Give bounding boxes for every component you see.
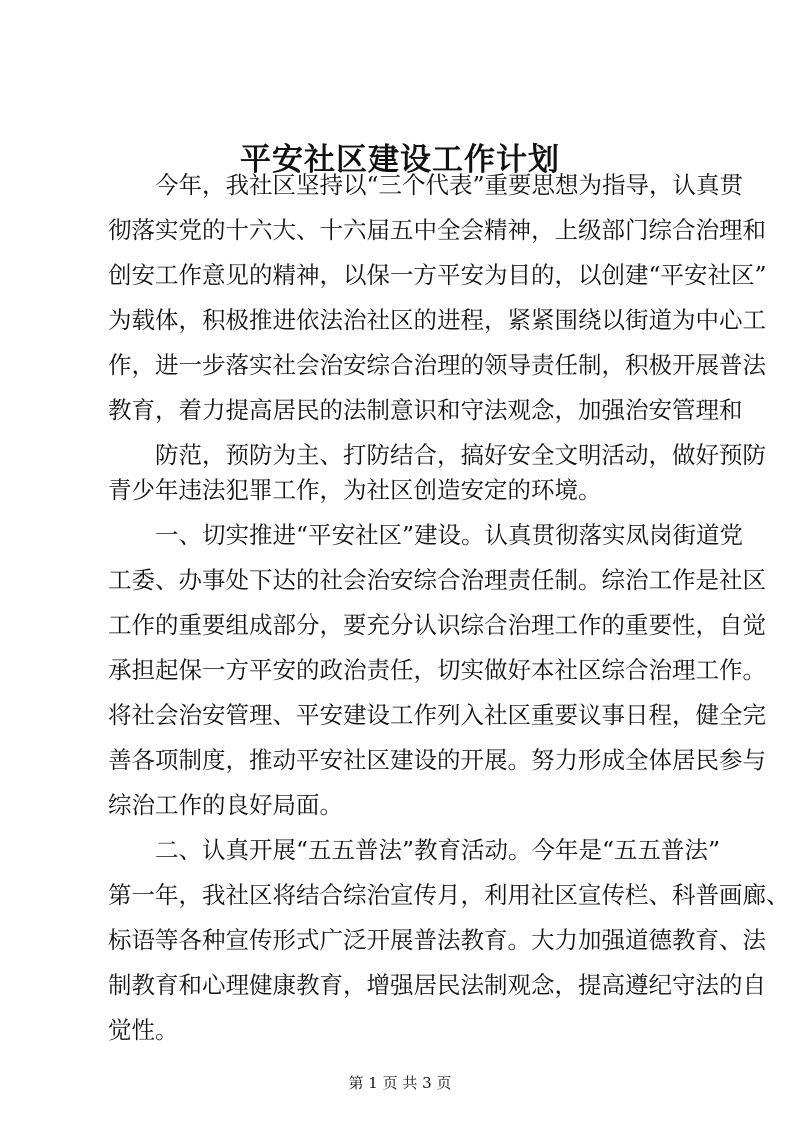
- paragraph-4-line-1: 二、认真开展“五五普法”教育活动。今年是“五五普法”: [155, 836, 721, 864]
- paragraph-3-line-2: 工委、办事处下达的社会治安综合治理责任制。综治工作是社区: [108, 566, 766, 594]
- paragraph-4-line-4: 制教育和心理健康教育，增强居民法制观念，提高遵纪守法的自: [108, 971, 766, 999]
- paragraph-1-line-3: 创安工作意见的精神，以保一方平安为目的，以创建“平安社区”: [108, 261, 767, 289]
- paragraph-1-line-6: 教育，着力提高居民的法制意识和守法观念，加强治安管理和: [108, 396, 743, 424]
- paragraph-4-line-2: 第一年，我社区将结合综治宣传月，利用社区宣传栏、科普画廊、: [108, 881, 790, 909]
- paragraph-4-line-5: 觉性。: [108, 1016, 179, 1044]
- page-footer: 第 1 页 共 3 页: [348, 1074, 452, 1092]
- page-title: 平安社区建设工作计划: [240, 142, 560, 178]
- paragraph-3-line-3: 工作的重要组成部分，要充分认识综合治理工作的重要性，自觉: [108, 611, 766, 639]
- paragraph-1-line-4: 为载体，积极推进依法治社区的进程，紧紧围绕以街道为中心工: [108, 306, 766, 334]
- paragraph-1-line-1: 今年，我社区坚持以“三个代表”重要思想为指导，认真贯: [155, 171, 744, 199]
- paragraph-3-line-7: 综治工作的良好局面。: [108, 791, 343, 819]
- paragraph-4-line-3: 标语等各种宣传形式广泛开展普法教育。大力加强道德教育、法: [108, 926, 766, 954]
- paragraph-3-line-4: 承担起保一方平安的政治责任，切实做好本社区综合治理工作。: [108, 656, 766, 684]
- paragraph-1-line-2: 彻落实党的十六大、十六届五中全会精神，上级部门综合治理和: [108, 216, 766, 244]
- paragraph-2-line-2: 青少年违法犯罪工作，为社区创造安定的环境。: [108, 476, 602, 504]
- paragraph-1-line-5: 作，进一步落实社会治安综合治理的领导责任制，积极开展普法: [108, 351, 766, 379]
- paragraph-3-line-6: 善各项制度，推动平安社区建设的开展。努力形成全体居民参与: [108, 746, 766, 774]
- paragraph-3-line-5: 将社会治安管理、平安建设工作列入社区重要议事日程，健全完: [108, 701, 766, 729]
- paragraph-3-line-1: 一、切实推进“平安社区”建设。认真贯彻落实凤岗街道党: [155, 521, 744, 549]
- paragraph-2-line-1: 防范，预防为主、打防结合，搞好安全文明活动，做好预防: [155, 441, 766, 469]
